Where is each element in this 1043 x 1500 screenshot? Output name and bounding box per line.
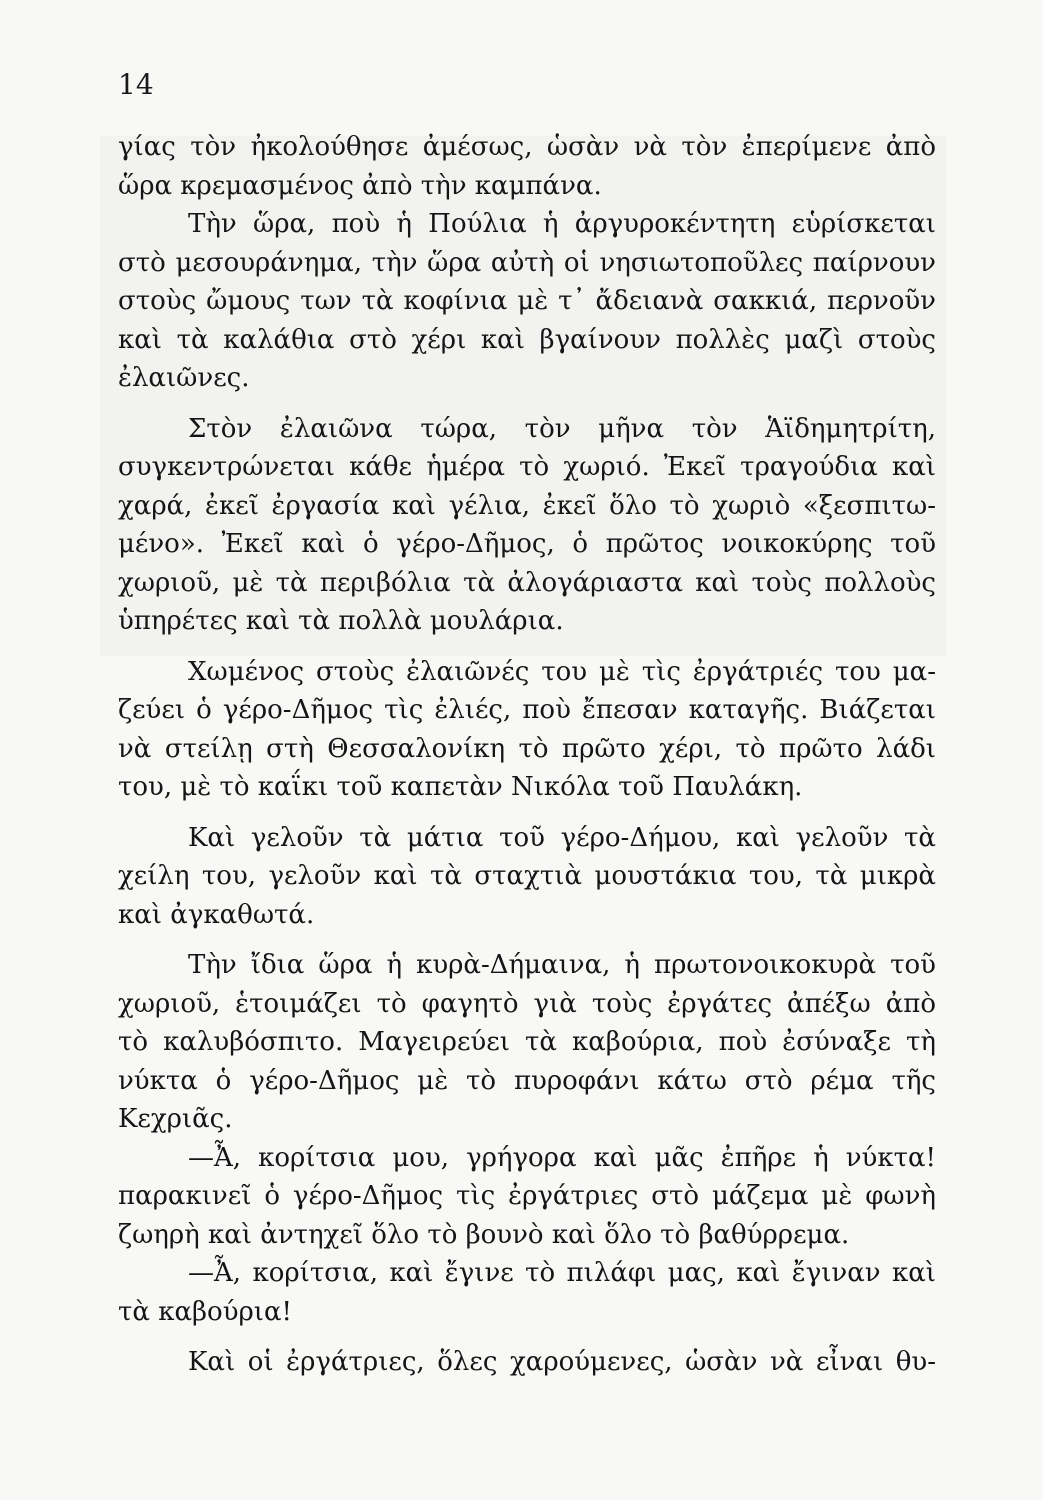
text-line: νύκτα ὁ γέρο-Δῆμος μὲ τὸ πυροφάνι κάτω στὸ ρέμα τῆς [118,1065,936,1096]
text-line: ὥρα κρεμασμένος ἀπὸ τὴν καμπάνα. [118,170,602,201]
dialogue-line: —Ἆ, κορίτσια, καὶ ἔγινε τὸ πιλάφι μας, καὶ ἔγιναν καὶ [188,1258,936,1288]
text-line: ζωηρὴ καὶ ἀντηχεῖ ὅλο τὸ βουνὸ καὶ ὅλο τὸ βαθύρρεμα. [118,1219,850,1250]
dialogue-line: —Ἆ, κορίτσια μου, γρήγορα καὶ μᾶς ἐπῆρε ἡ νύκτα! [188,1142,936,1173]
text-line: Τὴν ἴδια ὥρα ἡ κυρὰ-Δήμαινα, ἡ πρωτονοικοκυρὰ τοῦ [188,950,936,980]
text-line: καὶ ἀγκαθωτά. [118,899,315,930]
page-number: 14 [118,68,154,101]
body-text [118,128,936,1382]
text-line: στοὺς ὤμους των τὰ κοφίνια μὲ τ᾿ ἄδειανὰ σακκιά, περνοῦν [118,286,936,316]
text-line: γίας τὸν ἠκολούθησε ἀμέσως, ὡσὰν νὰ τὸν ἐπερίμενε ἀπὸ [118,132,936,162]
text-line: Στὸν ἐλαιῶνα τώρα, τὸν μῆνα τὸν Ἁϊδημητρίτη, [188,413,936,444]
text-line: παρακινεῖ ὁ γέρο-Δῆμος τὶς ἐργάτριες στὸ μάζεμα μὲ φωνὴ [118,1181,936,1211]
text-line: Τὴν ὥρα, ποὺ ἡ Πούλια ἡ ἀργυροκέντητη εὑρίσκεται [188,209,936,239]
text-line: Κεχριᾶς. [118,1104,233,1134]
text-line: μένο». Ἐκεῖ καὶ ὁ γέρο-Δῆμος, ὁ πρῶτος νοικοκύρης τοῦ [118,529,936,559]
text-line: καὶ τὰ καλάθια στὸ χέρι καὶ βγαίνουν πολλὲς μαζὶ στοὺς [118,324,936,355]
text-line: στὸ μεσουράνημα, τὴν ὥρα αὐτὴ οἱ νησιωτοποῦλες παίρνουν [118,247,936,278]
text-line: του, μὲ τὸ καΐκι τοῦ καπετὰν Νικόλα τοῦ Παυλάκη. [118,772,803,802]
text-line: χείλη του, γελοῦν καὶ τὰ σταχτιὰ μουστάκια του, τὰ μικρὰ [118,861,936,891]
text-line: τὰ καβούρια! [118,1296,292,1327]
text-line: ζεύει ὁ γέρο-Δῆμος τὶς ἐλιές, ποὺ ἔπεσαν καταγῆς. Βιάζεται [118,695,936,725]
text-line: νὰ στείλῃ στὴ Θεσσαλονίκη τὸ πρῶτο χέρι, τὸ πρῶτο λάδι [118,733,936,764]
text-line: χωριοῦ, ἑτοιμάζει τὸ φαγητὸ γιὰ τοὺς ἐργάτες ἀπέξω ἀπὸ [118,988,936,1019]
text-line: χαρά, ἐκεῖ ἐργασία καὶ γέλια, ἐκεῖ ὅλο τὸ χωριὸ «ξεσπιτω- [118,490,936,521]
text-line: τὸ καλυβόσπιτο. Μαγειρεύει τὰ καβούρια, ποὺ ἐσύναξε τὴ [118,1027,936,1057]
text-line: Καὶ οἱ ἐργάτριες, ὅλες χαρούμενες, ὡσὰν νὰ εἶναι θυ- [188,1347,936,1377]
text-line: συγκεντρώνεται κάθε ἡμέρα τὸ χωριό. Ἐκεῖ τραγούδια καὶ [118,452,936,482]
text-line: ἐλαιῶνες. [118,363,250,393]
text-line: ὑπηρέτες καὶ τὰ πολλὰ μουλάρια. [118,606,564,636]
text-line: Χωμένος στοὺς ἐλαιῶνές του μὲ τὶς ἐργάτριές του μα- [188,656,936,687]
text-line: Καὶ γελοῦν τὰ μάτια τοῦ γέρο-Δήμου, καὶ γελοῦν τὰ [188,822,936,853]
text-line: χωριοῦ, μὲ τὰ περιβόλια τὰ ἀλογάριαστα καὶ τοὺς πολλοὺς [118,567,936,598]
